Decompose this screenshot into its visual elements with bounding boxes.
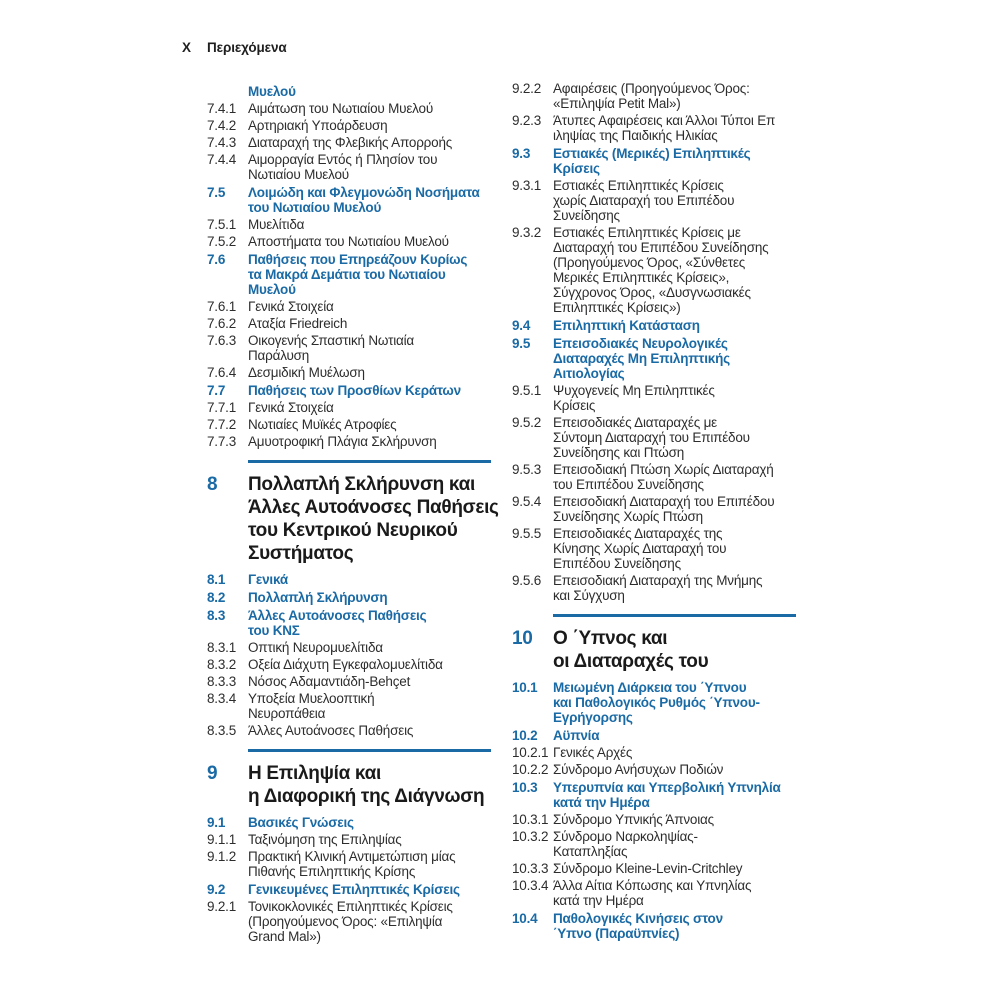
entry-line: Οπτική Νευρομυελίτιδα bbox=[248, 640, 383, 655]
entry-number: 9.2.1 bbox=[207, 899, 237, 914]
entry-number: 8.2 bbox=[207, 590, 226, 605]
entry-number: 7.6.2 bbox=[207, 316, 237, 331]
entry-text bbox=[248, 882, 512, 897]
toc-entry bbox=[207, 400, 512, 415]
entry-text bbox=[248, 849, 512, 879]
entry-line: Γενικευμένες Επιληπτικές Κρίσεις bbox=[248, 882, 460, 897]
toc-entry bbox=[207, 674, 512, 689]
entry-text bbox=[553, 878, 817, 908]
entry-line: Η Επιληψία και bbox=[248, 763, 381, 784]
entry-number: 9.5 bbox=[512, 336, 531, 351]
entry-line: Διαταραχή του Επιπέδου Συνείδησης bbox=[553, 240, 769, 255]
toc-entry bbox=[207, 299, 512, 314]
entry-text bbox=[553, 728, 817, 743]
toc-entry bbox=[207, 333, 512, 363]
entry-line: Μυελού bbox=[248, 282, 296, 297]
toc-entry bbox=[512, 494, 817, 524]
entry-text bbox=[553, 494, 817, 524]
entry-text bbox=[248, 383, 512, 398]
entry-number: 9.1.2 bbox=[207, 849, 237, 864]
entry-line: Νευροπάθεια bbox=[248, 706, 326, 721]
entry-number: 7.5 bbox=[207, 185, 226, 200]
entry-text bbox=[248, 417, 512, 432]
entry-line: Γενικά bbox=[248, 572, 288, 587]
entry-line: Συνείδησης bbox=[553, 208, 620, 223]
section-entry bbox=[207, 815, 512, 830]
entry-text bbox=[248, 365, 512, 380]
entry-number: 9.3.1 bbox=[512, 178, 542, 193]
entry-line: Παθολογικές Κινήσεις στον bbox=[553, 911, 723, 926]
entry-line: χωρίς Διαταραχή του Επιπέδου bbox=[553, 193, 735, 208]
entry-number: 9.2.2 bbox=[512, 81, 542, 96]
entry-line: Λοιμώδη και Φλεγμονώδη Νοσήματα bbox=[248, 185, 480, 200]
entry-line: κατά την Ημέρα bbox=[553, 893, 644, 908]
entry-line: Νωτιαίου Μυελού bbox=[248, 167, 349, 182]
entry-number: 10.3.4 bbox=[512, 878, 549, 893]
entry-text bbox=[248, 217, 512, 232]
entry-number: 7.7.3 bbox=[207, 434, 237, 449]
entry-text bbox=[248, 118, 512, 133]
entry-text bbox=[553, 113, 817, 143]
entry-number: 7.7.1 bbox=[207, 400, 237, 415]
entry-number: 7.5.1 bbox=[207, 217, 237, 232]
toc-entry bbox=[512, 526, 817, 571]
entry-line: Σύγχρονος Όρος, «Δυσγνωσιακές bbox=[553, 285, 751, 300]
entry-line: ΄Υπνο (Παραϋπνίες) bbox=[553, 926, 680, 941]
section-entry bbox=[207, 84, 512, 99]
entry-number: 9.5.6 bbox=[512, 573, 542, 588]
toc-entry bbox=[207, 118, 512, 133]
toc-entry bbox=[207, 723, 512, 738]
entry-text bbox=[553, 383, 817, 413]
entry-line: Grand Mal») bbox=[248, 929, 321, 944]
chapter-entry bbox=[207, 762, 512, 808]
entry-line: Εστιακές Επιληπτικές Κρίσεις bbox=[553, 178, 724, 193]
entry-line: οι Διαταραχές του bbox=[553, 651, 709, 672]
entry-number: 7.6.4 bbox=[207, 365, 237, 380]
entry-line: Γενικά Στοιχεία bbox=[248, 299, 334, 314]
entry-text bbox=[248, 84, 512, 99]
entry-line: Συστήματος bbox=[248, 543, 354, 564]
entry-number: 7.6.3 bbox=[207, 333, 237, 348]
entry-text bbox=[248, 333, 512, 363]
toc-entry bbox=[512, 861, 817, 876]
entry-line: Καταπληξίας bbox=[553, 844, 628, 859]
entry-line: Ψυχογενείς Μη Επιληπτικές bbox=[553, 383, 715, 398]
entry-text bbox=[248, 815, 512, 830]
entry-text bbox=[553, 627, 817, 673]
section-entry bbox=[512, 318, 817, 333]
entry-number: 7.7 bbox=[207, 383, 226, 398]
entry-line: Αταξία Friedreich bbox=[248, 316, 348, 331]
entry-text bbox=[553, 745, 817, 760]
entry-line: Οικογενής Σπαστική Νωτιαία bbox=[248, 333, 415, 348]
section-entry bbox=[207, 383, 512, 398]
entry-line: Άλλες Αυτοάνοσες Παθήσεις bbox=[248, 723, 414, 738]
entry-number: 8.3.3 bbox=[207, 674, 237, 689]
entry-line: Παθήσεις των Προσθίων Κεράτων bbox=[248, 383, 461, 398]
entry-line: Σύνδρομο Ανήσυχων Ποδιών bbox=[553, 762, 724, 777]
section-divider bbox=[553, 614, 796, 617]
toc-entry bbox=[512, 225, 817, 315]
section-entry bbox=[512, 911, 817, 941]
toc-column-2 bbox=[512, 81, 817, 946]
toc-entry bbox=[512, 829, 817, 859]
entry-text bbox=[248, 832, 512, 847]
toc-entry bbox=[512, 113, 817, 143]
entry-number: 8.3.1 bbox=[207, 640, 237, 655]
entry-line: Σύντομη Διαταραχή του Επιπέδου bbox=[553, 430, 750, 445]
entry-text bbox=[553, 462, 817, 492]
entry-text bbox=[248, 608, 512, 638]
entry-line: Άλλα Αίτια Κόπωσης και Υπνηλίας bbox=[553, 878, 752, 893]
toc-entry bbox=[512, 762, 817, 777]
toc-entry bbox=[207, 417, 512, 432]
toc-entry bbox=[207, 234, 512, 249]
entry-number: 8.3.2 bbox=[207, 657, 237, 672]
entry-text bbox=[248, 299, 512, 314]
chapter-entry bbox=[512, 627, 817, 673]
entry-number: 10.3.2 bbox=[512, 829, 549, 844]
entry-line: Αιμορραγία Εντός ή Πλησίον του bbox=[248, 152, 438, 167]
entry-line: Κίνησης Χωρίς Διαταραχή του bbox=[553, 541, 727, 556]
entry-text bbox=[553, 318, 817, 333]
entry-line: Αρτηριακή Υποάρδευση bbox=[248, 118, 388, 133]
toc-column-1 bbox=[207, 81, 512, 946]
entry-line: Επεισοδιακές Νευρολογικές bbox=[553, 336, 728, 351]
entry-number: 9.1 bbox=[207, 815, 226, 830]
chapter-entry bbox=[207, 473, 512, 565]
entry-number: 9.5.3 bbox=[512, 462, 542, 477]
section-entry bbox=[512, 680, 817, 725]
entry-line: η Διαφορική της Διάγνωση bbox=[248, 786, 485, 807]
entry-number: 9.4 bbox=[512, 318, 531, 333]
entry-number: 7.4.4 bbox=[207, 152, 237, 167]
entry-line: Μυελού bbox=[248, 84, 296, 99]
toc-entry bbox=[512, 81, 817, 111]
entry-text bbox=[248, 640, 512, 655]
entry-text bbox=[248, 234, 512, 249]
entry-line: ιληψίας της Παιδικής Ηλικίας bbox=[553, 128, 718, 143]
entry-line: (Προηγούμενος Όρος: «Επιληψία bbox=[248, 914, 443, 929]
toc-columns bbox=[207, 81, 817, 946]
entry-line: Μερικές Επιληπτικές Κρίσεις», bbox=[553, 270, 730, 285]
entry-text bbox=[553, 146, 817, 176]
entry-number: 7.6.1 bbox=[207, 299, 237, 314]
entry-line: Τονικοκλονικές Επιληπτικές Κρίσεις bbox=[248, 899, 453, 914]
entry-line: του ΚΝΣ bbox=[248, 623, 300, 638]
entry-line: Συνείδησης και Πτώση bbox=[553, 445, 685, 460]
entry-number: 10 bbox=[512, 628, 533, 649]
entry-line: Νόσος Αδαμαντιάδη-Behçet bbox=[248, 674, 411, 689]
entry-text bbox=[248, 657, 512, 672]
entry-number: 10.3.1 bbox=[512, 812, 549, 827]
entry-line: Επεισοδιακές Διαταραχές της bbox=[553, 526, 723, 541]
entry-line: Αποστήματα του Νωτιαίου Μυελού bbox=[248, 234, 449, 249]
entry-line: Κρίσεις bbox=[553, 398, 596, 413]
toc-entry bbox=[207, 849, 512, 879]
toc-entry bbox=[207, 101, 512, 116]
entry-text bbox=[553, 336, 817, 381]
entry-text bbox=[248, 152, 512, 182]
entry-text bbox=[553, 762, 817, 777]
entry-text bbox=[248, 400, 512, 415]
toc-entry bbox=[512, 878, 817, 908]
toc-entry bbox=[512, 573, 817, 603]
toc-entry bbox=[207, 152, 512, 182]
entry-number: 7.6 bbox=[207, 252, 226, 267]
entry-line: και Παθολογικός Ρυθμός ΄Υπνου- bbox=[553, 695, 760, 710]
entry-number: 9.1.1 bbox=[207, 832, 237, 847]
entry-text bbox=[553, 812, 817, 827]
entry-line: Μυελίτιδα bbox=[248, 217, 305, 232]
entry-line: Σύνδρομο Ναρκοληψίας- bbox=[553, 829, 698, 844]
entry-line: Επεισοδιακές Διαταραχές με bbox=[553, 415, 717, 430]
entry-number: 9.2 bbox=[207, 882, 226, 897]
section-entry bbox=[207, 608, 512, 638]
toc-entry bbox=[207, 640, 512, 655]
entry-number: 8 bbox=[207, 474, 218, 495]
entry-line: Επιληπτικές Κρίσεις») bbox=[553, 300, 681, 315]
toc-entry bbox=[207, 135, 512, 150]
entry-line: Άτυπες Αφαιρέσεις και Άλλοι Τύποι Επ bbox=[553, 113, 776, 128]
toc-entry bbox=[512, 178, 817, 223]
entry-line: Πιθανής Επιληπτικής Κρίσης bbox=[248, 864, 416, 879]
section-divider bbox=[248, 749, 491, 752]
contents-title: Περιεχόμενα bbox=[207, 40, 287, 55]
toc-entry bbox=[207, 657, 512, 672]
entry-line: Αμυοτροφική Πλάγια Σκλήρυνση bbox=[248, 434, 437, 449]
entry-line: Μειωμένη Διάρκεια του ΄Υπνου bbox=[553, 680, 747, 695]
entry-line: Πολλαπλή Σκλήρυνση bbox=[248, 590, 388, 605]
entry-number: 10.1 bbox=[512, 680, 538, 695]
entry-text bbox=[248, 101, 512, 116]
entry-number: 10.2 bbox=[512, 728, 538, 743]
entry-text bbox=[248, 572, 512, 587]
toc-entry bbox=[512, 462, 817, 492]
entry-number: 7.4.2 bbox=[207, 118, 237, 133]
entry-line: Επιληπτική Κατάσταση bbox=[553, 318, 700, 333]
entry-line: Διαταραχές Μη Επιληπτικής bbox=[553, 351, 730, 366]
entry-line: Νωτιαίες Μυϊκές Ατροφίες bbox=[248, 417, 397, 432]
entry-number: 10.4 bbox=[512, 911, 538, 926]
entry-number: 8.1 bbox=[207, 572, 226, 587]
toc-entry bbox=[207, 316, 512, 331]
toc-entry bbox=[512, 415, 817, 460]
entry-line: Άλλες Αυτοάνοσες Παθήσεις bbox=[248, 608, 427, 623]
entry-number: 10.3.3 bbox=[512, 861, 549, 876]
entry-line: Γενικά Στοιχεία bbox=[248, 400, 334, 415]
entry-line: Ο ΄Υπνος και bbox=[553, 628, 668, 649]
entry-text bbox=[553, 81, 817, 111]
toc-entry bbox=[207, 217, 512, 232]
entry-line: Σύνδρομο Υπνικής Άπνοιας bbox=[553, 812, 714, 827]
entry-line: Παράλυση bbox=[248, 348, 310, 363]
entry-number: 9.3.2 bbox=[512, 225, 542, 240]
entry-line: Πολλαπλή Σκλήρυνση και bbox=[248, 474, 475, 495]
entry-line: Αφαιρέσεις (Προηγούμενος Όρος: bbox=[553, 81, 750, 96]
section-entry bbox=[207, 590, 512, 605]
section-entry bbox=[512, 146, 817, 176]
entry-line: Επεισοδιακή Διαταραχή της Μνήμης bbox=[553, 573, 763, 588]
entry-number: 10.2.1 bbox=[512, 745, 549, 760]
toc-entry bbox=[207, 691, 512, 721]
section-entry bbox=[207, 572, 512, 587]
page-header bbox=[182, 40, 287, 55]
entry-number: 9.3 bbox=[512, 146, 531, 161]
entry-line: Επεισοδιακή Πτώση Χωρίς Διαταραχή bbox=[553, 462, 774, 477]
entry-line: Εστιακές (Μερικές) Επιληπτικές bbox=[553, 146, 751, 161]
entry-text bbox=[553, 178, 817, 223]
entry-line: του Επιπέδου Συνείδησης bbox=[553, 477, 704, 492]
entry-line: Εστιακές Επιληπτικές Κρίσεις με bbox=[553, 225, 741, 240]
entry-line: Υποξεία Μυελοοπτική bbox=[248, 691, 375, 706]
entry-number: 9.2.3 bbox=[512, 113, 542, 128]
entry-line: Επιπέδου Συνείδησης bbox=[553, 556, 681, 571]
entry-line: Κρίσεις bbox=[553, 161, 600, 176]
entry-text bbox=[248, 674, 512, 689]
entry-text bbox=[553, 415, 817, 460]
entry-number: 7.4.1 bbox=[207, 101, 237, 116]
entry-number: 9 bbox=[207, 763, 218, 784]
entry-line: Άλλες Αυτοάνοσες Παθήσεις bbox=[248, 497, 499, 518]
page-number: X bbox=[182, 40, 191, 55]
entry-line: Παθήσεις που Επηρεάζουν Κυρίως bbox=[248, 252, 468, 267]
entry-number: 8.3.4 bbox=[207, 691, 237, 706]
entry-text bbox=[248, 899, 512, 944]
entry-line: Σύνδρομο Kleine-Levin-Critchley bbox=[553, 861, 743, 876]
entry-line: Επεισοδιακή Διαταραχή του Επιπέδου bbox=[553, 494, 775, 509]
section-entry bbox=[207, 252, 512, 297]
entry-line: Δεσμιδική Μυέλωση bbox=[248, 365, 365, 380]
entry-line: και Σύγχυση bbox=[553, 588, 625, 603]
toc-entry bbox=[207, 832, 512, 847]
entry-number: 9.5.1 bbox=[512, 383, 542, 398]
section-entry bbox=[512, 336, 817, 381]
entry-number: 9.5.5 bbox=[512, 526, 542, 541]
entry-line: (Προηγούμενος Όρος, «Σύνθετες bbox=[553, 255, 746, 270]
entry-line: του Κεντρικού Νευρικού bbox=[248, 520, 458, 541]
entry-text bbox=[248, 252, 512, 297]
section-entry bbox=[512, 728, 817, 743]
entry-text bbox=[553, 829, 817, 859]
entry-text bbox=[553, 573, 817, 603]
entry-number: 7.4.3 bbox=[207, 135, 237, 150]
entry-number: 9.5.4 bbox=[512, 494, 542, 509]
entry-line: Βασικές Γνώσεις bbox=[248, 815, 354, 830]
entry-line: «Επιληψία Petit Mal») bbox=[553, 96, 681, 111]
entry-line: Διαταραχή της Φλεβικής Απορροής bbox=[248, 135, 453, 150]
entry-line: Συνείδησης Χωρίς Πτώση bbox=[553, 509, 703, 524]
entry-number: 7.5.2 bbox=[207, 234, 237, 249]
toc-entry bbox=[207, 899, 512, 944]
entry-line: Πρακτική Κλινική Αντιμετώπιση μίας bbox=[248, 849, 456, 864]
entry-text bbox=[553, 911, 817, 941]
entry-text bbox=[553, 680, 817, 725]
entry-text bbox=[553, 526, 817, 571]
entry-number: 10.3 bbox=[512, 780, 538, 795]
toc-entry bbox=[207, 365, 512, 380]
entry-number: 7.7.2 bbox=[207, 417, 237, 432]
entry-line: Υπερυπνία και Υπερβολική Υπνηλία bbox=[553, 780, 781, 795]
entry-text bbox=[248, 691, 512, 721]
entry-text bbox=[553, 225, 817, 315]
entry-text bbox=[248, 590, 512, 605]
entry-line: κατά την Ημέρα bbox=[553, 795, 650, 810]
section-entry bbox=[207, 882, 512, 897]
entry-line: Αϋπνία bbox=[553, 728, 600, 743]
entry-line: Αιμάτωση του Νωτιαίου Μυελού bbox=[248, 101, 434, 116]
entry-text bbox=[553, 861, 817, 876]
entry-number: 8.3 bbox=[207, 608, 226, 623]
entry-line: Εγρήγορσης bbox=[553, 710, 633, 725]
entry-line: του Νωτιαίου Μυελού bbox=[248, 200, 382, 215]
section-divider bbox=[248, 460, 491, 463]
toc-entry bbox=[207, 434, 512, 449]
entry-line: Ταξινόμηση της Επιληψίας bbox=[248, 832, 402, 847]
entry-line: τα Μακρά Δεμάτια του Νωτιαίου bbox=[248, 267, 446, 282]
toc-entry bbox=[512, 383, 817, 413]
toc-entry bbox=[512, 812, 817, 827]
entry-text bbox=[248, 316, 512, 331]
toc-entry bbox=[512, 745, 817, 760]
entry-line: Αιτιολογίας bbox=[553, 366, 625, 381]
entry-text bbox=[553, 780, 817, 810]
entry-text bbox=[248, 135, 512, 150]
entry-text bbox=[248, 434, 512, 449]
entry-line: Οξεία Διάχυτη Εγκεφαλομυελίτιδα bbox=[248, 657, 443, 672]
entry-line: Γενικές Αρχές bbox=[553, 745, 633, 760]
entry-number: 8.3.5 bbox=[207, 723, 237, 738]
entry-number: 9.5.2 bbox=[512, 415, 542, 430]
section-entry bbox=[207, 185, 512, 215]
section-entry bbox=[512, 780, 817, 810]
entry-text bbox=[248, 473, 512, 565]
entry-text bbox=[248, 185, 512, 215]
entry-text bbox=[248, 762, 512, 808]
entry-text bbox=[248, 723, 512, 738]
entry-number: 10.2.2 bbox=[512, 762, 549, 777]
